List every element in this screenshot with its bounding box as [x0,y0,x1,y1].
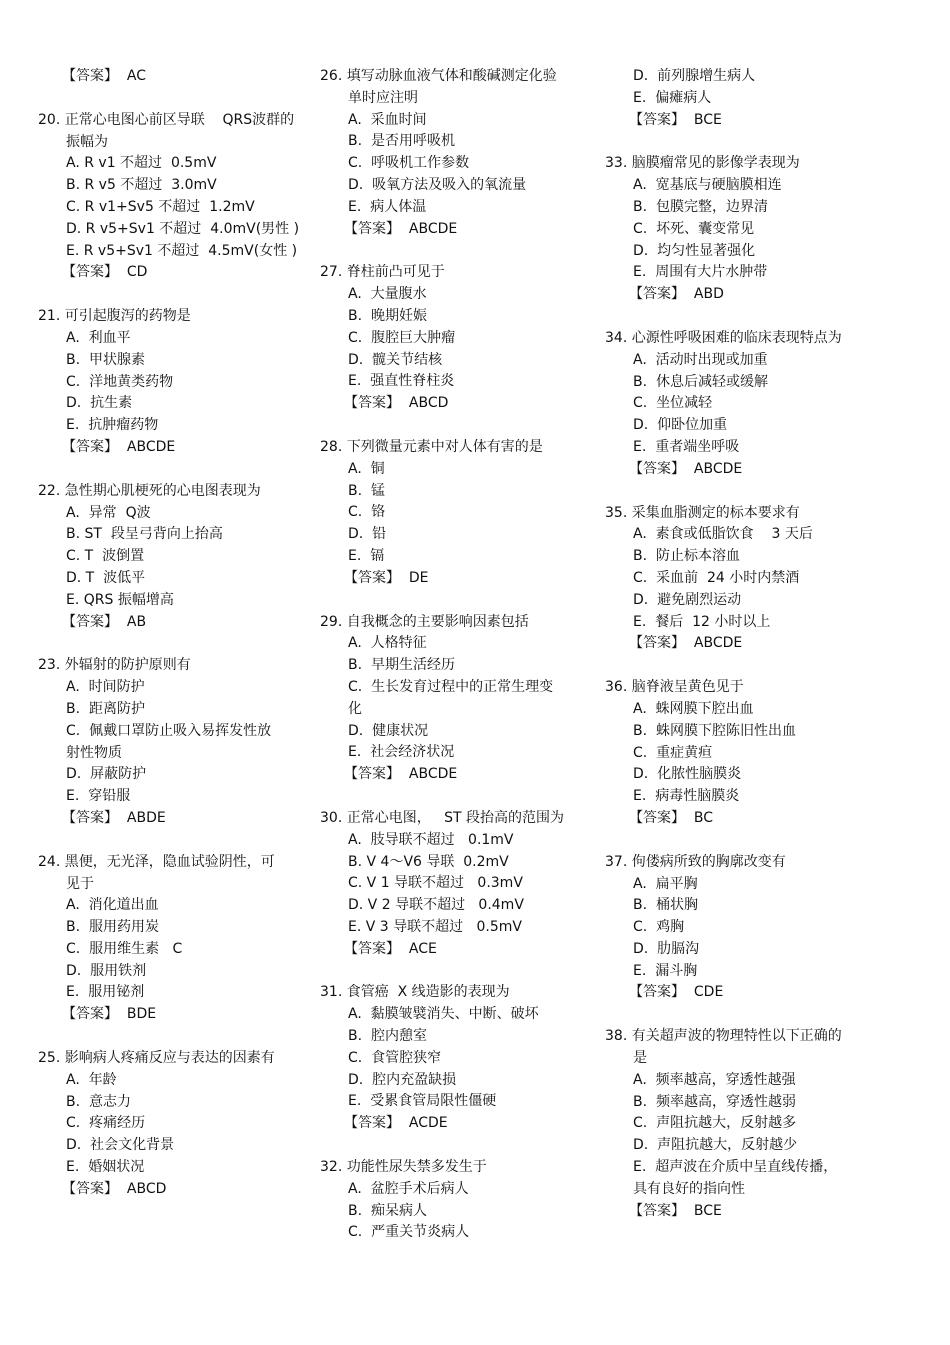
answer-option: E. V 3 导联不超过 0.5mV [348,918,522,935]
answer-option: E. 婚姻状况 [66,1159,145,1176]
answer-option: A. 消化道出血 [66,897,159,914]
answer-option: A. 频率越高，穿透性越强 [633,1071,796,1088]
question-stem: 38. 有关超声波的物理特性以下正确的 [605,1028,842,1045]
answer-option: A. 黏膜皱襞消失、中断、破坏 [348,1006,539,1023]
answer-option: D. 髋关节结核 [348,351,443,368]
answer-option: D. R v5+Sv1 不超过 4.0mV(男性 ) [66,220,300,237]
answer-option: C. 疼痛经历 [66,1115,146,1132]
answer-option: C. 坏死、囊变常见 [633,220,755,237]
answer-option: D. 铅 [348,526,387,543]
answer-option: A. 宽基底与硬脑膜相连 [633,177,782,194]
answer-option: B. 包膜完整，边界清 [633,198,768,215]
question-block [605,677,885,830]
answer-option: D. T 波低平 [66,569,146,586]
question-stem: 33. 脑膜瘤常见的影像学表现为 [605,155,800,172]
answer-option: B. 甲状腺素 [66,351,145,368]
question-block [320,1157,600,1244]
answer-option: B. 距离防护 [66,700,145,717]
answer-option: E. 病毒性脑膜炎 [633,788,740,805]
column-middle [320,66,600,1244]
question-stem: 35. 采集血脂测定的标本要求有 [605,504,800,521]
answer-option: B. 意志力 [66,1093,131,1110]
block-spacer [38,459,318,481]
answer-option: D. 化脓性脑膜炎 [633,766,742,783]
answer-key: 【答案】 ABCDE [62,438,176,455]
question-stem: 37. 佝偻病所致的胸廓改变有 [605,853,786,870]
answer-key: 【答案】 DE [344,569,429,586]
answer-option: C. 洋地黄类药物 [66,373,174,390]
answer-option: C. 佩戴口罩防止吸入易挥发性放 [66,722,272,739]
answer-key: 【答案】 ABCDE [629,460,743,477]
block-spacer [320,415,600,437]
answer-key: 【答案】 BC [629,809,714,826]
answer-option: D. 吸氧方法及吸入的氧流量 [348,176,527,193]
question-stem: 25. 影响病人疼痛反应与表达的因素有 [38,1050,275,1067]
answer-option: E. 超声波在介质中呈直线传播， [633,1159,838,1176]
answer-key: 【答案】 ABCD [62,1180,167,1197]
question-block [38,655,318,829]
question-block [320,262,600,415]
answer-option: A. 采血时间 [348,111,427,128]
answer-option: C. 服用维生素 C [66,940,183,957]
block-spacer [38,633,318,655]
answer-option: C. 坐位减轻 [633,395,713,412]
question-block [38,481,318,634]
question-block [38,852,318,1026]
question-stem: 24. 黑便，无光泽，隐血试验阴性，可 [38,853,275,870]
block-spacer [320,960,600,982]
answer-key: 【答案】 ABCD [344,395,449,412]
answer-option: A. 人格特征 [348,635,427,652]
block-spacer [605,655,885,677]
question-stem: 26. 填写动脉血液气体和酸碱测定化验 [320,68,557,84]
question-block [605,328,885,481]
question-block [38,306,318,459]
answer-option: C. 声阻抗越大，反射越多 [633,1115,797,1132]
answer-option: A. 肢导联不超过 0.1mV [348,831,514,848]
answer-option: E. 偏瘫病人 [633,89,712,106]
question-stem: 21. 可引起腹泻的药物是 [38,308,191,325]
question-stem: 23. 外辐射的防护原则有 [38,657,191,674]
answer-option: C. 食管腔狭窄 [348,1049,442,1066]
answer-option: E. 受累食管局限性僵硬 [348,1093,497,1110]
answer-option: E. 病人体温 [348,198,427,215]
answer-option: E. QRS 振幅增高 [66,591,174,608]
answer-option: C. T 波倒置 [66,548,145,565]
answer-option: C. 生长发育过程中的正常生理变 [348,678,554,695]
question-block [320,437,600,590]
answer-option: 射性物质 [66,744,122,761]
answer-option: B. 桶状胸 [633,897,698,914]
block-spacer [38,1026,318,1048]
block-spacer [320,786,600,808]
answer-option: E. 服用铋剂 [66,984,145,1001]
answer-key: 【答案】 BCE [629,1202,722,1219]
answer-option: D. 社会文化背景 [66,1137,175,1154]
block-spacer [605,306,885,328]
answer-option: A. 素食或低脂饮食 3 天后 [633,526,813,543]
answer-key: 【答案】 ABDE [62,809,166,826]
question-stem: 20. 正常心电图心前区导联 QRS波群的 [38,111,295,128]
answer-key: 【答案】 ABCDE [344,766,458,783]
question-block [38,1048,318,1201]
question-stem: 振幅为 [66,133,108,150]
question-block [605,852,885,1005]
question-block [38,110,318,284]
question-stem: 34. 心源性呼吸困难的临床表现特点为 [605,329,842,346]
answer-option: C. 腹腔巨大肿瘤 [348,329,456,346]
question-stem: 27. 脊柱前凸可见于 [320,264,445,281]
answer-option: D. V 2 导联不超过 0.4mV [348,897,524,914]
answer-option: D. 屏蔽防护 [66,766,147,783]
question-block [605,1026,885,1222]
question-block [320,808,600,961]
answer-option: D. 抗生素 [66,395,133,412]
question-stem: 见于 [66,875,94,892]
answer-option: D. 腔内充盈缺损 [348,1071,457,1088]
answer-option: B. 晚期妊娠 [348,307,427,324]
answer-option: C. R v1+Sv5 不超过 1.2mV [66,198,255,215]
answer-option: A. 大量腹水 [348,286,427,303]
question-stem: 30. 正常心电图， ST 段抬高的范围为 [320,809,564,826]
answer-key: 【答案】 BDE [62,1006,157,1023]
answer-option: E. 漏斗胸 [633,962,698,979]
answer-option: A. 年龄 [66,1071,117,1088]
answer-option: 化 [348,700,362,717]
answer-option: D. 声阻抗越大，反射越少 [633,1137,798,1154]
question-block [605,66,885,131]
answer-option: B. 服用药用炭 [66,919,159,936]
answer-option: E. 重者端坐呼吸 [633,438,740,455]
answer-option: B. 防止标本溶血 [633,548,740,565]
block-spacer [605,481,885,503]
answer-option: B. ST 段呈弓背向上抬高 [66,526,223,543]
answer-option: E. R v5+Sv1 不超过 4.5mV(女性 ) [66,242,298,259]
block-spacer [320,590,600,612]
answer-option: D. 避免剧烈运动 [633,591,742,608]
answer-option: C. 采血前 24 小时内禁酒 [633,569,800,586]
block-spacer [605,1004,885,1026]
answer-option: B. 腔内憩室 [348,1028,427,1045]
answer-option: C. V 1 导联不超过 0.3mV [348,875,523,892]
block-spacer [320,240,600,262]
question-stem: 32. 功能性尿失禁多发生于 [320,1159,487,1176]
answer-option: C. 鸡胸 [633,919,685,936]
answer-key: 【答案】 CD [62,264,148,281]
question-block [605,153,885,306]
answer-option: A. 扁平胸 [633,875,698,892]
answer-option: E. 社会经济状况 [348,744,455,761]
answer-option: E. 抗肿瘤药物 [66,417,159,434]
question-stem: 22. 急性期心肌梗死的心电图表现为 [38,482,261,499]
answer-key: 【答案】 ACE [344,940,437,957]
block-spacer [38,88,318,110]
answer-option: B. 蛛网膜下腔陈旧性出血 [633,722,796,739]
answer-key: 【答案】 AB [62,613,147,630]
question-block [320,612,600,786]
answer-option: B. 锰 [348,482,385,499]
column-left [38,66,318,1201]
question-block [320,982,600,1135]
answer-option: D. 仰卧位加重 [633,417,728,434]
answer-key: 【答案】 BCE [629,111,722,128]
answer-option: D. 均匀性显著强化 [633,242,756,259]
answer-option: B. 频率越高，穿透性越弱 [633,1093,796,1110]
answer-option: B. V 4～V6 导联 0.2mV [348,853,509,870]
question-stem: 是 [633,1050,647,1067]
block-spacer [38,830,318,852]
answer-option: A. 异常 Q波 [66,504,151,521]
answer-option: A. 时间防护 [66,679,145,696]
answer-option: D. 前列腺增生病人 [633,68,756,84]
answer-option: B. 痴呆病人 [348,1202,427,1219]
answer-option: D. 肋膈沟 [633,940,700,957]
answer-key: 【答案】 AC [62,68,147,84]
question-stem: 单时应注明 [348,89,418,106]
answer-option: B. 是否用呼吸机 [348,133,455,150]
answer-option: D. 服用铁剂 [66,962,147,979]
answer-option: C. 铬 [348,504,386,521]
answer-key: 【答案】 CDE [629,984,724,1001]
answer-key: 【答案】 ACDE [344,1115,448,1132]
block-spacer [320,1135,600,1157]
column-right [605,66,885,1222]
block-spacer [605,830,885,852]
answer-option: E. 镉 [348,547,385,564]
answer-option: C. 严重关节炎病人 [348,1224,470,1241]
answer-option: E. 周围有大片水肿带 [633,264,768,281]
block-spacer [605,131,885,153]
answer-key: 【答案】 ABD [629,286,724,303]
answer-option: B. 休息后减轻或缓解 [633,373,768,390]
answer-option: A. 利血平 [66,329,131,346]
block-spacer [38,284,318,306]
question-stem: 28. 下列微量元素中对人体有害的是 [320,438,543,455]
question-stem: 31. 食管癌 X 线造影的表现为 [320,984,510,1001]
answer-option: E. 强直性脊柱炎 [348,373,455,390]
answer-option: B. 早期生活经历 [348,657,455,674]
answer-option: C. 呼吸机工作参数 [348,155,470,172]
question-stem: 29. 自我概念的主要影响因素包括 [320,613,529,630]
answer-option: 具有良好的指向性 [633,1180,745,1197]
answer-option: D. 健康状况 [348,722,429,739]
question-block [38,66,318,88]
question-stem: 36. 脑脊液呈黄色见于 [605,679,744,696]
answer-option: B. R v5 不超过 3.0mV [66,177,217,194]
answer-option: E. 穿铅服 [66,788,131,805]
answer-key: 【答案】 ABCDE [629,635,743,652]
answer-option: A. 铜 [348,460,385,477]
question-block [320,66,600,240]
answer-option: A. R v1 不超过 0.5mV [66,155,217,172]
answer-key: 【答案】 ABCDE [344,220,458,237]
answer-option: E. 餐后 12 小时以上 [633,613,771,630]
answer-option: C. 重症黄疸 [633,744,713,761]
answer-option: A. 蛛网膜下腔出血 [633,700,754,717]
answer-option: A. 活动时出现或加重 [633,351,768,368]
question-block [605,503,885,656]
answer-option: A. 盆腔手术后病人 [348,1180,469,1197]
